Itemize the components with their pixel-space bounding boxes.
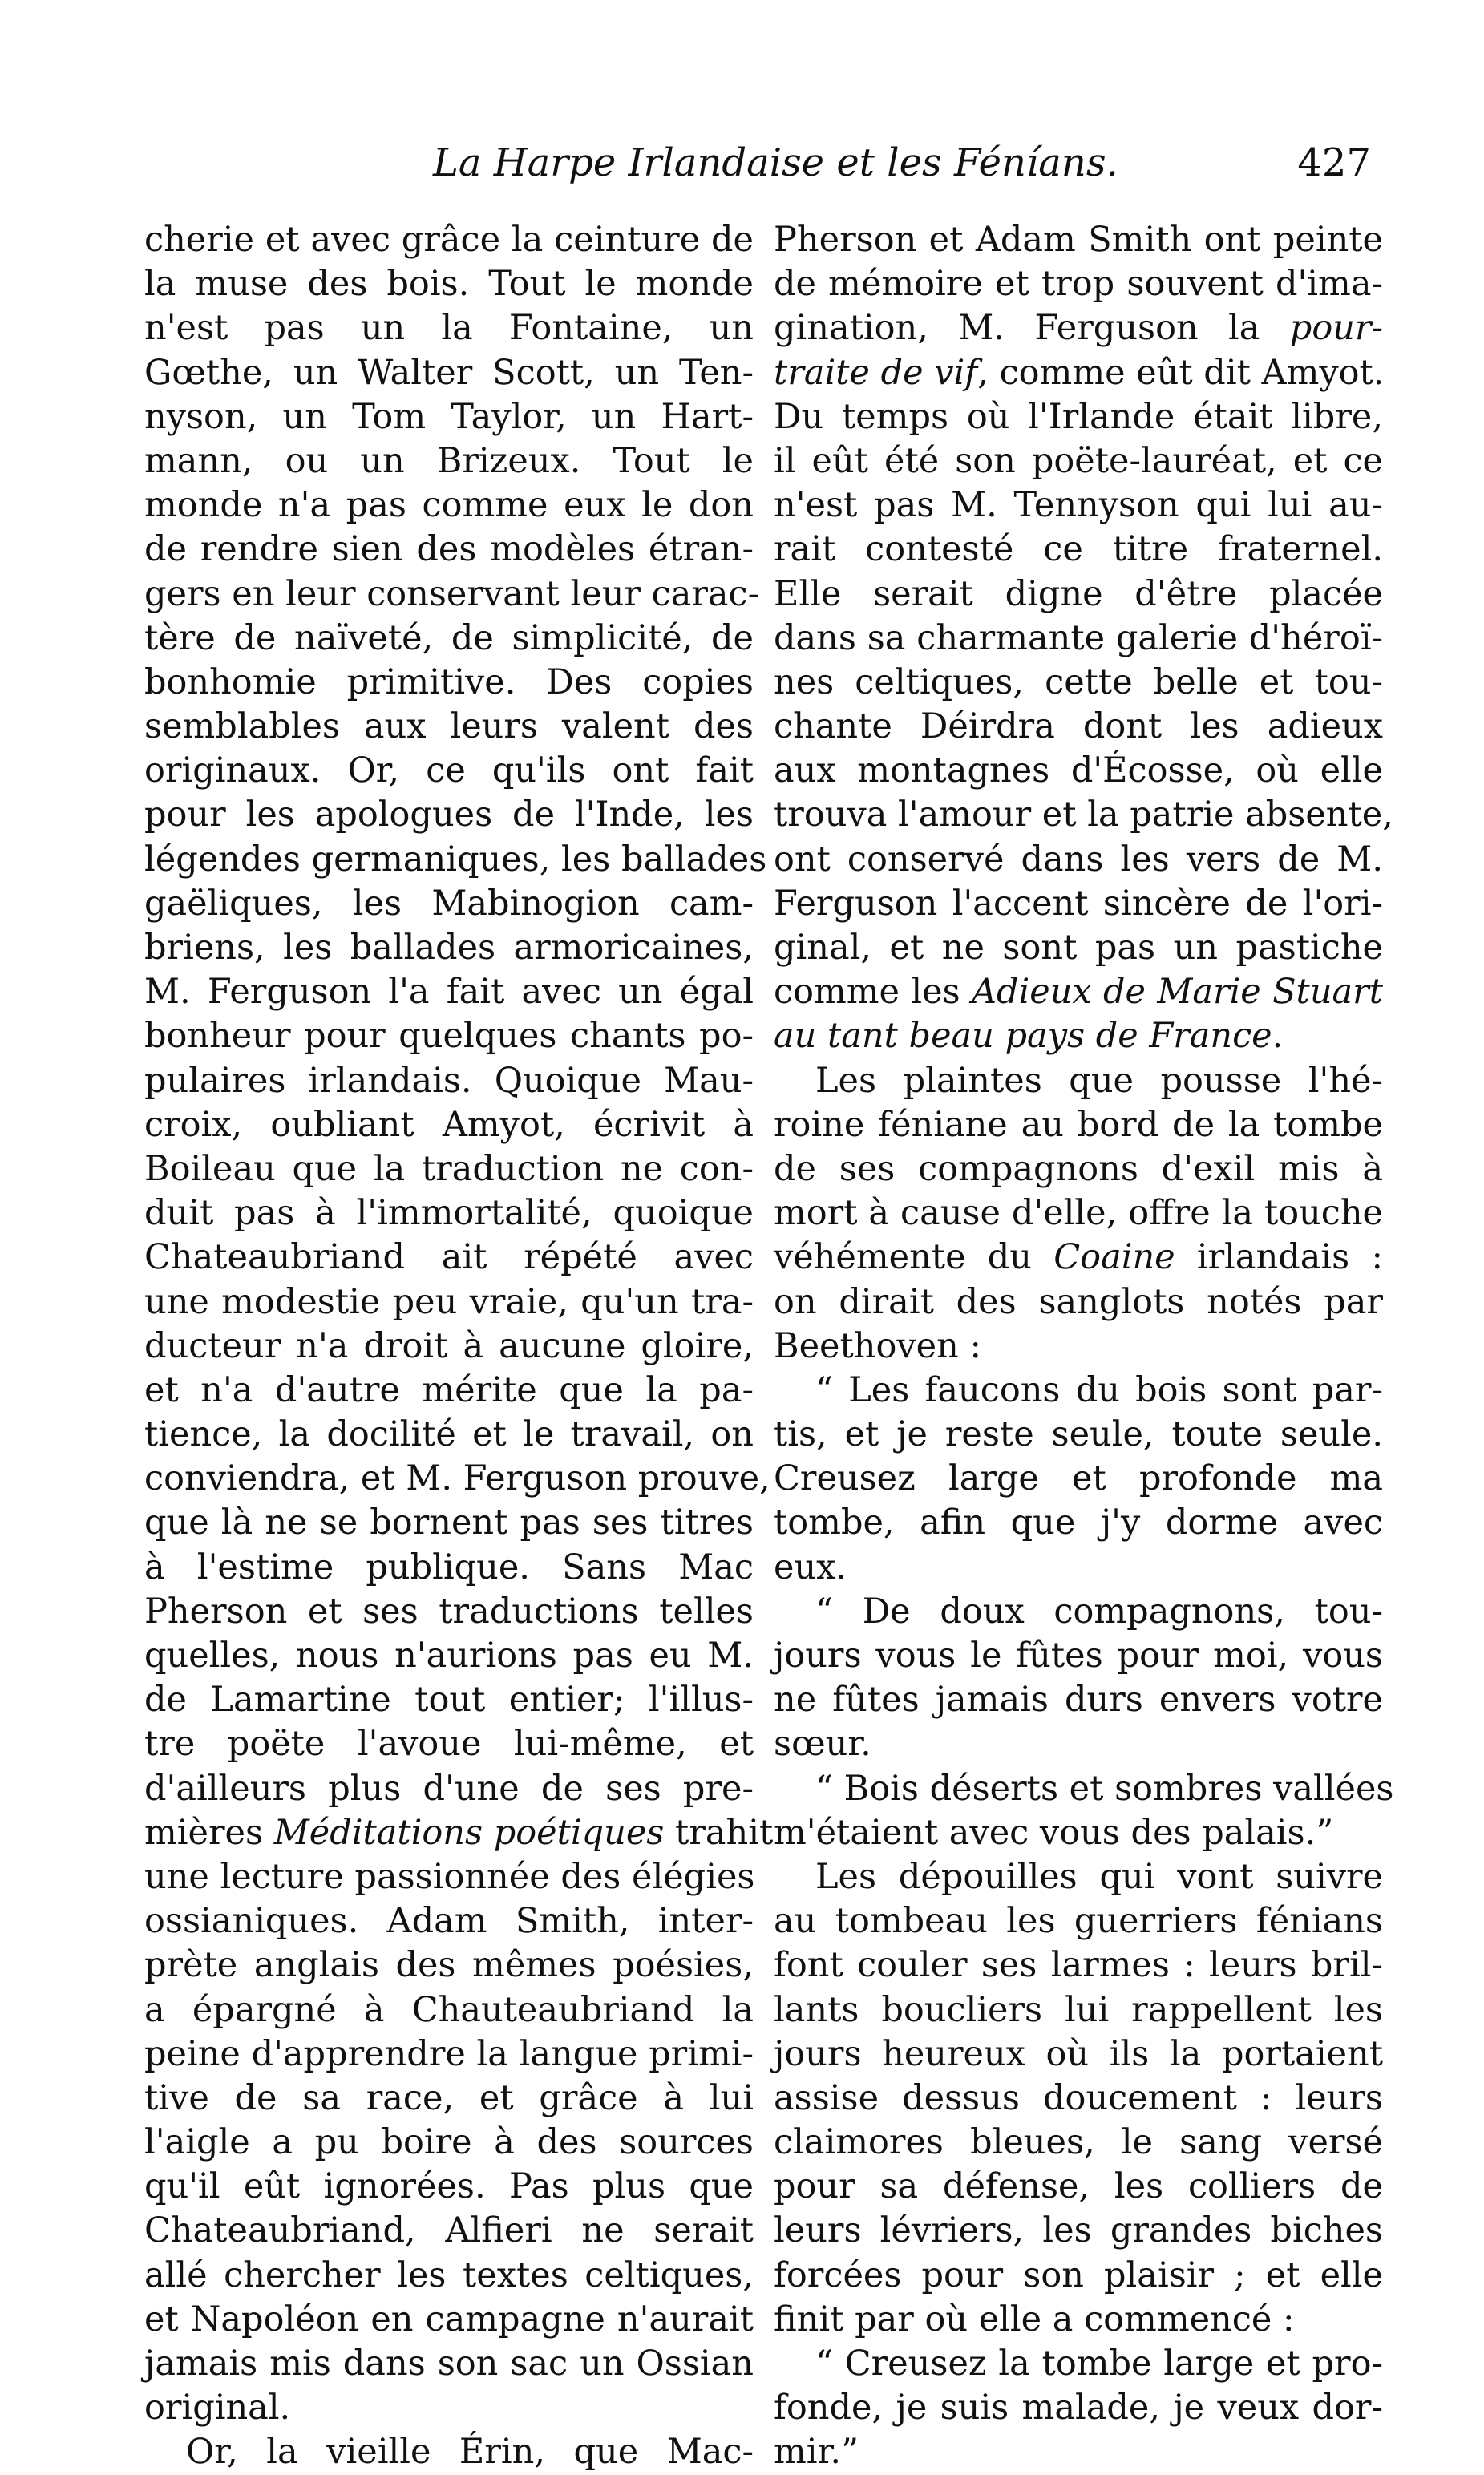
text-line: Les dépouilles qui vont suivre xyxy=(815,1856,1383,1897)
text-line: tis, et je reste seule, toute seule. xyxy=(774,1414,1383,1455)
text-line: “ Creusez la tombe large et pro- xyxy=(815,2344,1383,2384)
text-line: semblables aux leurs valent des xyxy=(144,706,754,747)
text-line: tience, la docilité et le travail, on xyxy=(144,1414,754,1455)
text-line: fonde, je suis malade, je veux dor- xyxy=(774,2388,1383,2428)
text-line: “ Les faucons du bois sont par- xyxy=(815,1369,1383,1410)
text-line: jours heureux où ils la portaient xyxy=(774,2033,1383,2074)
text-line: Elle serait digne d'être placée xyxy=(774,573,1383,614)
text-line: lants boucliers lui rappellent les xyxy=(774,1989,1383,2030)
text-line: de ses compagnons d'exil mis à xyxy=(774,1148,1383,1189)
text-line: ducteur n'a droit à aucune gloire, xyxy=(144,1325,754,1366)
text-line: nes celtiques, cette belle et tou- xyxy=(774,661,1383,702)
text-line: sœur. xyxy=(774,1724,871,1765)
line-text-segment: comme les xyxy=(774,972,972,1013)
italic-title: Méditations poétiques xyxy=(273,1812,665,1853)
text-line: d'ailleurs plus d'une de ses pre- xyxy=(144,1768,754,1809)
running-head xyxy=(144,135,1371,191)
text-line: allé chercher les textes celtiques, xyxy=(144,2255,754,2295)
text-line: quelles, nous n'aurions pas eu M. xyxy=(144,1636,754,1676)
text-line: “ De doux compagnons, tou- xyxy=(815,1591,1383,1632)
text-line: gers en leur conservant leur carac- xyxy=(144,573,760,614)
text-line: Du temps où l'Irlande était libre, xyxy=(774,396,1383,437)
text-line: prète anglais des mêmes poésies, xyxy=(144,1945,754,1986)
text-line: légendes germaniques, les ballades xyxy=(144,839,767,880)
text-line xyxy=(774,1014,1383,1058)
line-text-segment: véhémente du xyxy=(774,1237,1054,1278)
text-line: dans sa charmante galerie d'héroï- xyxy=(774,617,1383,658)
text-line: Beethoven : xyxy=(774,1325,981,1366)
text-line: M. Ferguson l'a fait avec un égal xyxy=(144,972,754,1013)
text-line: Chateaubriand, Alfieri ne serait xyxy=(144,2210,754,2251)
line-text-segment: . xyxy=(1272,1016,1284,1057)
text-line: que là ne se bornent pas ses titres xyxy=(144,1502,754,1543)
text-line: roine féniane au bord de la tombe xyxy=(774,1104,1383,1145)
text-line: cherie et avec grâce la ceinture de xyxy=(144,220,754,260)
text-line: aux montagnes d'Écosse, où elle xyxy=(774,750,1383,791)
text-line: “ Bois déserts et sombres vallées xyxy=(815,1768,1394,1809)
text-line: croix, oubliant Amyot, écrivit à xyxy=(144,1104,754,1145)
text-line: ne fûtes jamais durs envers votre xyxy=(774,1680,1383,1721)
text-line: pour les apologues de l'Inde, les xyxy=(144,795,754,835)
text-line: eux. xyxy=(774,1547,847,1587)
text-line: tère de naïveté, de simplicité, de xyxy=(144,617,754,658)
italic-title: Coaine xyxy=(1053,1237,1175,1278)
text-line: tive de sa race, et grâce à lui xyxy=(144,2077,754,2118)
text-line: qu'il eût ignorées. Pas plus que xyxy=(144,2166,754,2207)
text-line: et Napoléon en campagne n'aurait xyxy=(144,2299,754,2340)
text-line: forcées pour son plaisir ; et elle xyxy=(774,2255,1383,2295)
text-line: ont conservé dans les vers de M. xyxy=(774,839,1383,880)
italic-title: pour- xyxy=(1289,308,1383,349)
text-line: n'est pas un la Fontaine, un xyxy=(144,308,754,349)
line-text-segment: trahit xyxy=(664,1812,774,1853)
text-line: ossianiques. Adam Smith, inter- xyxy=(144,1901,754,1942)
text-line xyxy=(144,1811,774,1855)
text-line: mort à cause d'elle, offre la touche xyxy=(774,1193,1383,1234)
text-line: monde n'a pas comme eux le don xyxy=(144,485,754,526)
text-line: conviendra, et M. Ferguson prouve, xyxy=(144,1458,770,1499)
text-line: font couler ses larmes : leurs bril- xyxy=(774,1945,1383,1986)
running-title: La Harpe Irlandaise et les Féníans. xyxy=(433,140,1118,185)
text-line: une lecture passionnée des élégies xyxy=(144,1856,755,1897)
text-line: une modestie peu vraie, qu'un tra- xyxy=(144,1281,754,1322)
text-line: briens, les ballades armoricaines, xyxy=(144,928,754,968)
text-line: la muse des bois. Tout le monde xyxy=(144,264,754,305)
text-line: mir.” xyxy=(774,2432,859,2473)
text-line: Gœthe, un Walter Scott, un Ten- xyxy=(144,352,754,393)
right-text-column xyxy=(774,218,1394,2475)
line-text-segment: gination, M. Ferguson la xyxy=(774,308,1290,349)
line-text-segment: mières xyxy=(144,1812,274,1853)
page-number: 427 xyxy=(1297,140,1371,185)
text-line: rait contesté ce titre fraternel. xyxy=(774,529,1383,570)
text-line: m'étaient avec vous des palais.” xyxy=(774,1812,1334,1853)
text-line xyxy=(774,970,1383,1014)
text-line: bonheur pour quelques chants po- xyxy=(144,1016,754,1057)
text-line xyxy=(774,351,1383,395)
text-line: Chateaubriand ait répété avec xyxy=(144,1237,754,1278)
text-line: Pherson et ses traductions telles xyxy=(144,1591,754,1632)
text-line: de Lamartine tout entier; l'illus- xyxy=(144,1680,754,1721)
text-line xyxy=(774,306,1383,350)
text-line: gaëliques, les Mabinogion cam- xyxy=(144,883,754,924)
text-line: bonhomie primitive. Des copies xyxy=(144,661,754,702)
italic-title: au tant beau pays de France xyxy=(774,1016,1272,1057)
text-line: de rendre sien des modèles étran- xyxy=(144,529,754,570)
text-line: claimores bleues, le sang versé xyxy=(774,2122,1383,2163)
text-line: original. xyxy=(144,2388,291,2428)
text-line xyxy=(774,1235,1383,1280)
text-line: il eût été son poëte-lauréat, et ce xyxy=(774,440,1383,481)
text-line: Ferguson l'accent sincère de l'ori- xyxy=(774,883,1383,924)
text-line: Creusez large et profonde ma xyxy=(774,1458,1383,1499)
text-line: l'aigle a pu boire à des sources xyxy=(144,2122,754,2163)
text-line: a épargné à Chauteaubriand la xyxy=(144,1989,754,2030)
text-line: assise dessus doucement : leurs xyxy=(774,2077,1383,2118)
text-line: n'est pas M. Tennyson qui lui au- xyxy=(774,485,1383,526)
text-line: Les plaintes que pousse l'hé- xyxy=(815,1060,1383,1101)
text-line: Pherson et Adam Smith ont peinte xyxy=(774,220,1383,260)
line-text-segment: irlandais : xyxy=(1175,1237,1383,1278)
text-line: nyson, un Tom Taylor, un Hart- xyxy=(144,396,754,437)
text-line: mann, ou un Brizeux. Tout le xyxy=(144,440,754,481)
text-line: Or, la vieille Érin, que Mac- xyxy=(186,2432,754,2473)
text-line: Boileau que la traduction ne con- xyxy=(144,1148,754,1189)
text-line: tombe, afin que j'y dorme avec xyxy=(774,1502,1383,1543)
text-line: au tombeau les guerriers fénians xyxy=(774,1901,1383,1942)
text-line: ginal, et ne sont pas un pastiche xyxy=(774,928,1383,968)
text-line: jours vous le fûtes pour moi, vous xyxy=(774,1636,1383,1676)
text-line: trouva l'amour et la patrie absente, xyxy=(774,795,1393,835)
text-line: on dirait des sanglots notés par xyxy=(774,1281,1383,1322)
text-line: originaux. Or, ce qu'ils ont fait xyxy=(144,750,754,791)
text-line: peine d'apprendre la langue primi- xyxy=(144,2033,754,2074)
text-line: chante Déirdra dont les adieux xyxy=(774,706,1383,747)
line-text-segment: , comme eût dit Amyot. xyxy=(977,352,1385,393)
italic-title: Adieux de Marie Stuart xyxy=(971,972,1383,1013)
text-line: pulaires irlandais. Quoique Mau- xyxy=(144,1060,754,1101)
text-line: jamais mis dans son sac un Ossian xyxy=(144,2344,754,2384)
text-line: de mémoire et trop souvent d'ima- xyxy=(774,264,1383,305)
text-line: et n'a d'autre mérite que la pa- xyxy=(144,1369,754,1410)
text-line: duit pas à l'immortalité, quoique xyxy=(144,1193,754,1234)
text-line: à l'estime publique. Sans Mac xyxy=(144,1547,754,1587)
text-line: tre poëte l'avoue lui-même, et xyxy=(144,1724,754,1765)
italic-title: traite de vif xyxy=(774,352,978,393)
left-text-column xyxy=(144,218,774,2475)
text-line: leurs lévriers, les grandes biches xyxy=(774,2210,1383,2251)
text-line: pour sa défense, les colliers de xyxy=(774,2166,1383,2207)
text-line: finit par où elle a commencé : xyxy=(774,2299,1295,2340)
